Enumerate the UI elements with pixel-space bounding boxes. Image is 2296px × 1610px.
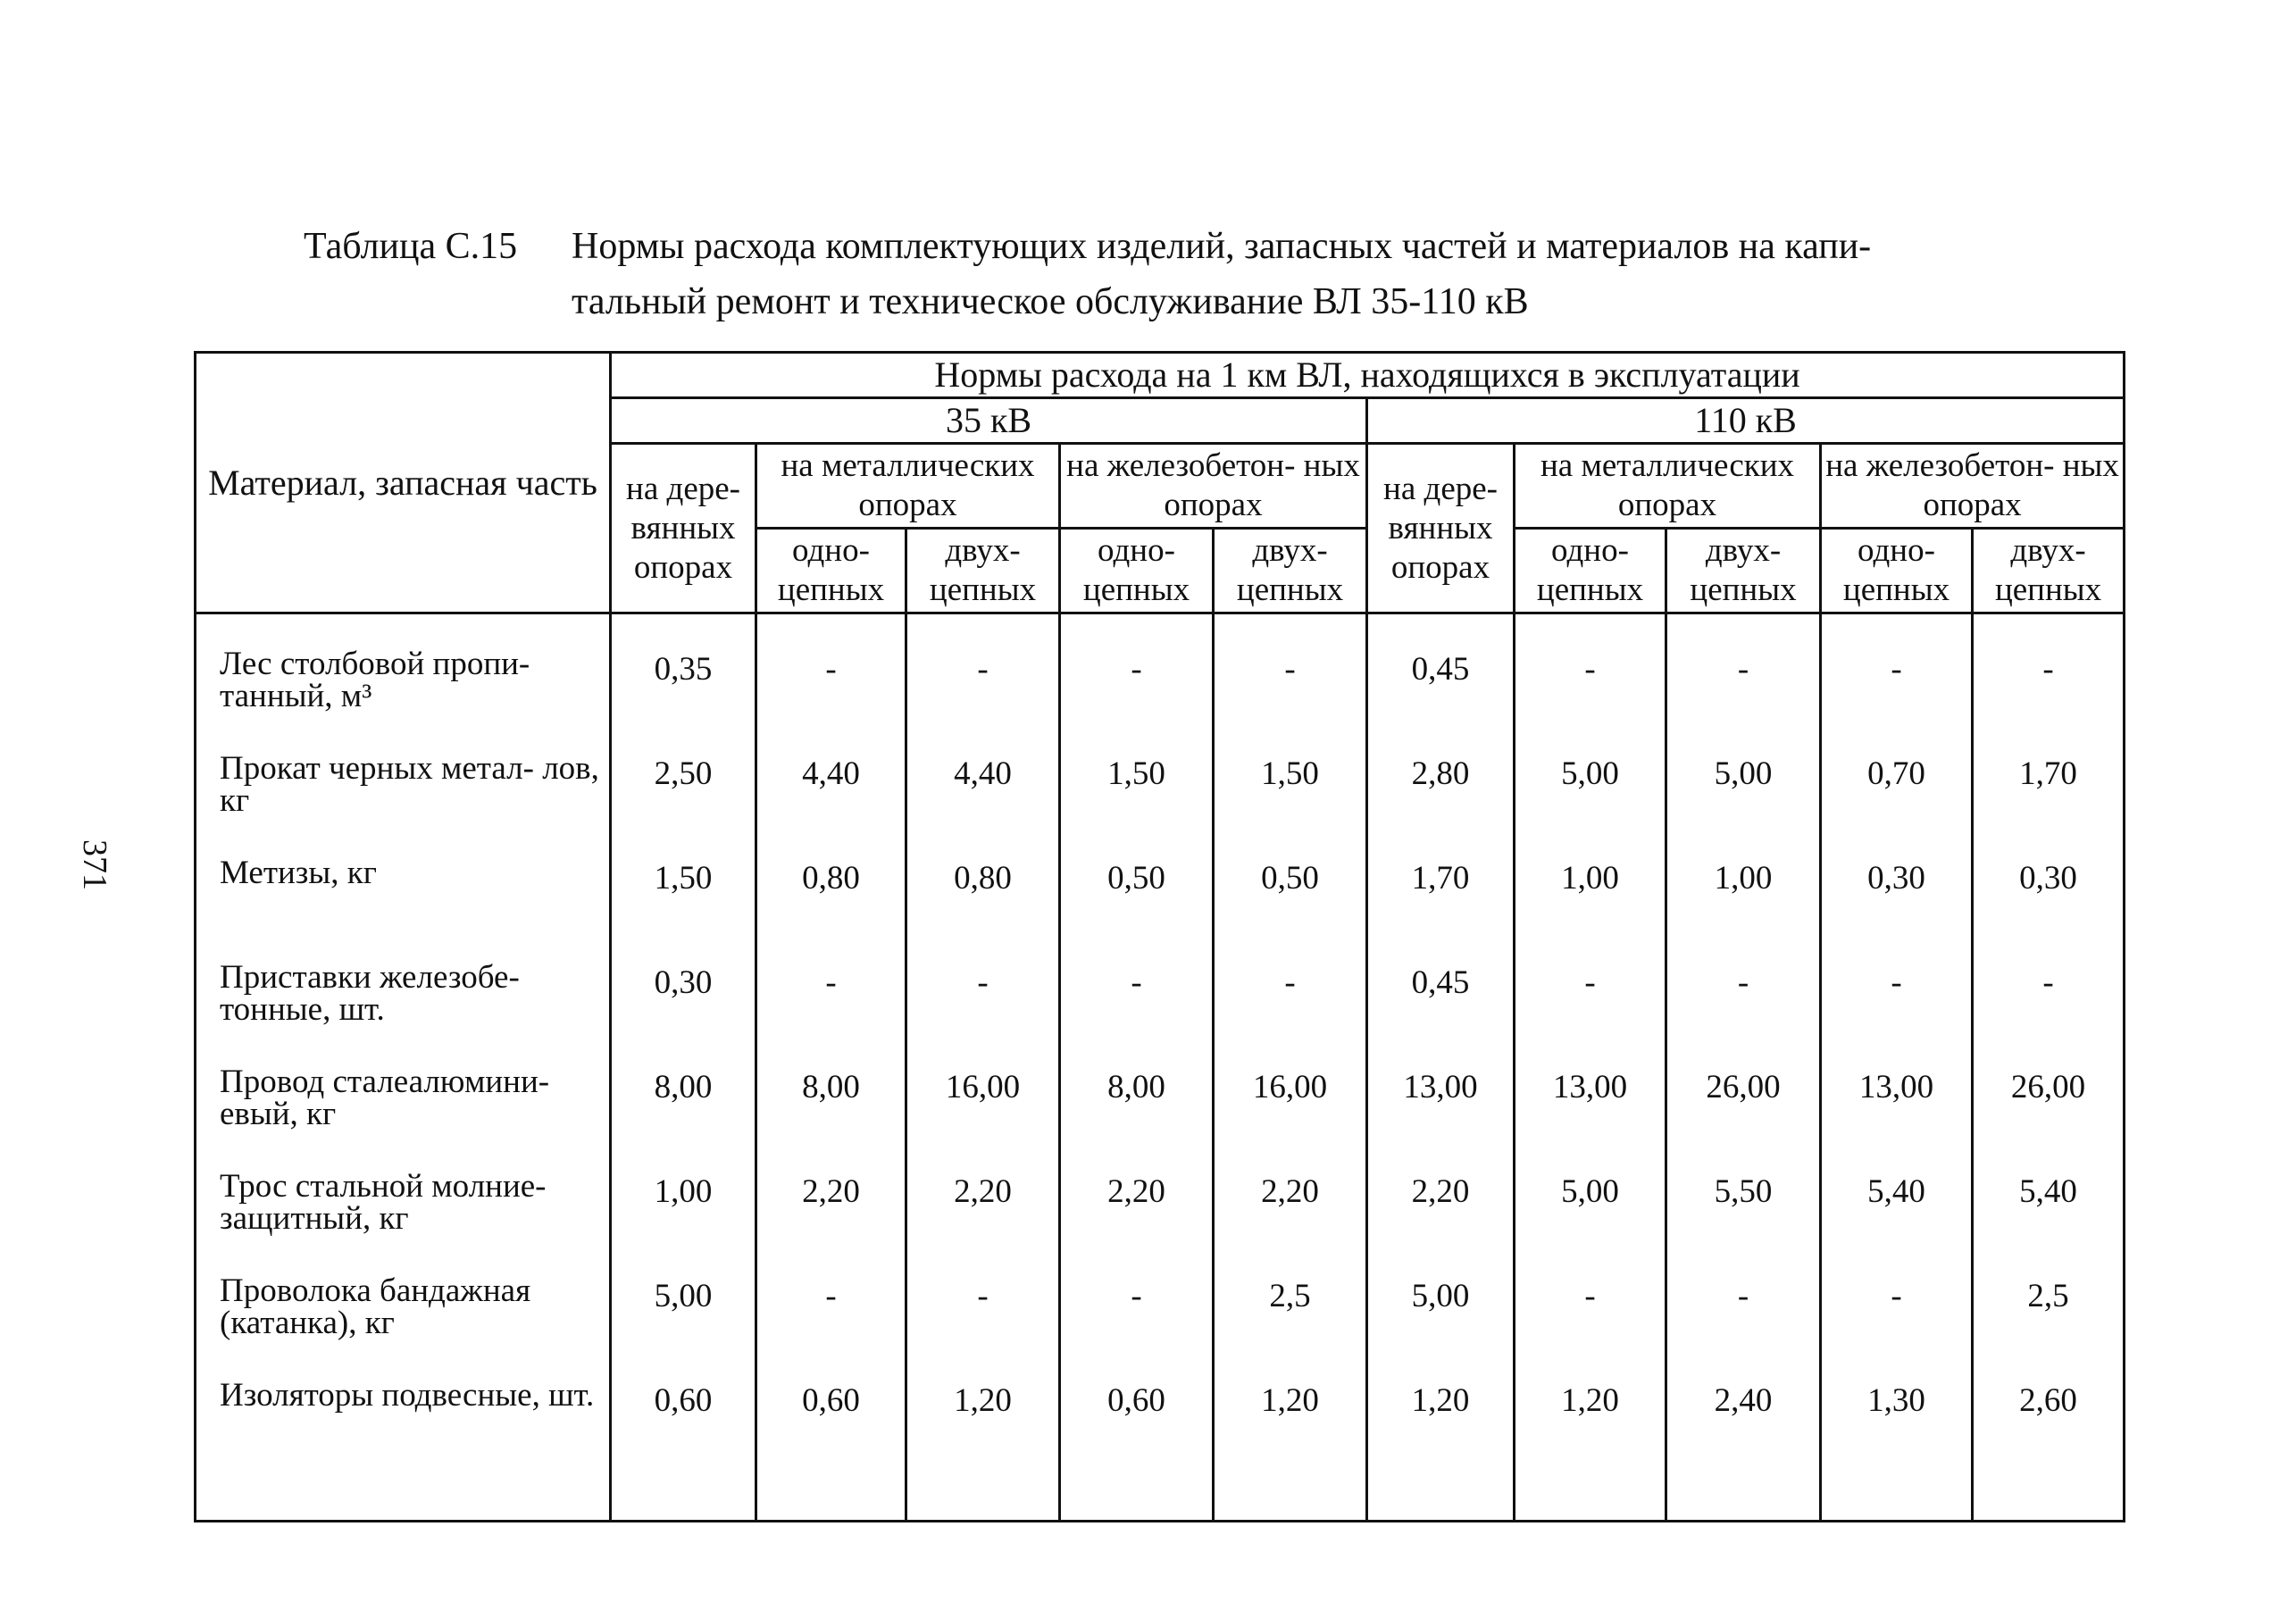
value-cell: 0,60: [756, 1380, 906, 1484]
table-row: [196, 1275, 2125, 1380]
caption-line-1: Нормы расхода комплектующих изделий, запасных частей и материалов на капи-: [572, 226, 1872, 267]
spacer-row: [196, 613, 2125, 649]
value-cell: 5,00: [1515, 1171, 1666, 1275]
value-cell: 2,5: [1973, 1275, 2125, 1380]
table-row: [196, 1066, 2125, 1171]
value-cell: 26,00: [1666, 1066, 1821, 1171]
value-cell: 5,40: [1973, 1171, 2125, 1275]
header-110-concrete-double: двух- цепных: [1973, 529, 2125, 613]
header-norms: Нормы расхода на 1 км ВЛ, находящихся в эксплуатации: [611, 353, 2125, 398]
value-cell: 0,45: [1367, 962, 1515, 1066]
table-row: [196, 857, 2125, 962]
header-110kv: 110 кВ: [1367, 398, 2125, 444]
value-cell: 0,30: [1973, 857, 2125, 962]
table-body: [196, 613, 2125, 1522]
value-cell: -: [1060, 962, 1214, 1066]
value-cell: 16,00: [906, 1066, 1060, 1171]
material-cell: Изоляторы подвесные, шт.: [196, 1380, 611, 1484]
value-cell: -: [1821, 1275, 1973, 1380]
value-cell: 5,40: [1821, 1171, 1973, 1275]
value-cell: -: [1666, 962, 1821, 1066]
header-material: Материал, запасная часть: [196, 353, 611, 613]
value-cell: 2,60: [1973, 1380, 2125, 1484]
value-cell: 2,40: [1666, 1380, 1821, 1484]
value-cell: 1,00: [1515, 857, 1666, 962]
value-cell: -: [906, 1275, 1060, 1380]
caption-line-2: тальный ремонт и техническое обслуживание ВЛ 35-110 кВ: [572, 281, 1529, 322]
value-cell: 1,70: [1973, 753, 2125, 857]
table-row: [196, 648, 2125, 753]
value-cell: -: [1060, 1275, 1214, 1380]
value-cell: 4,40: [906, 753, 1060, 857]
page-number: 371: [76, 839, 113, 890]
value-cell: 4,40: [756, 753, 906, 857]
value-cell: -: [1214, 962, 1367, 1066]
value-cell: 1,70: [1367, 857, 1515, 962]
value-cell: 0,50: [1214, 857, 1367, 962]
value-cell: -: [1515, 1275, 1666, 1380]
value-cell: 0,35: [611, 648, 756, 753]
material-cell: Прокат черных метал- лов, кг: [196, 753, 611, 857]
value-cell: 5,00: [1666, 753, 1821, 857]
value-cell: 2,50: [611, 753, 756, 857]
value-cell: 1,20: [1214, 1380, 1367, 1484]
norms-table: [194, 351, 2125, 1522]
material-cell: Провод сталеалюмини- евый, кг: [196, 1066, 611, 1171]
material-cell: Приставки железобе- тонные, шт.: [196, 962, 611, 1066]
header-110-concrete: на железобетон- ных опорах: [1821, 444, 2125, 529]
header-35-metal: на металлических опорах: [756, 444, 1060, 529]
value-cell: 0,50: [1060, 857, 1214, 962]
value-cell: -: [906, 648, 1060, 753]
value-cell: 1,50: [1214, 753, 1367, 857]
table-row: [196, 1171, 2125, 1275]
value-cell: -: [756, 1275, 906, 1380]
material-cell: Лес столбовой пропи- танный, м³: [196, 648, 611, 753]
value-cell: -: [1821, 962, 1973, 1066]
header-35kv: 35 кВ: [611, 398, 1367, 444]
header-35-wooden: на дере- вянных опорах: [611, 444, 756, 613]
header-110-metal-single: одно- цепных: [1515, 529, 1666, 613]
value-cell: 2,20: [1060, 1171, 1214, 1275]
value-cell: 1,00: [1666, 857, 1821, 962]
value-cell: 1,20: [1515, 1380, 1666, 1484]
value-cell: 2,20: [756, 1171, 906, 1275]
header-110-metal-double: двух- цепных: [1666, 529, 1821, 613]
value-cell: 0,70: [1821, 753, 1973, 857]
value-cell: -: [756, 962, 906, 1066]
material-cell: Проволока бандажная (катанка), кг: [196, 1275, 611, 1380]
value-cell: 8,00: [611, 1066, 756, 1171]
value-cell: -: [1821, 648, 1973, 753]
value-cell: -: [1666, 1275, 1821, 1380]
header-110-wooden: на дере- вянных опорах: [1367, 444, 1515, 613]
value-cell: 2,5: [1214, 1275, 1367, 1380]
header-35-concrete: на железобетон- ных опорах: [1060, 444, 1367, 529]
header-110-metal: на металлических опорах: [1515, 444, 1821, 529]
value-cell: 8,00: [756, 1066, 906, 1171]
value-cell: -: [1060, 648, 1214, 753]
value-cell: -: [1515, 648, 1666, 753]
header-35-concrete-single: одно- цепных: [1060, 529, 1214, 613]
value-cell: 0,30: [1821, 857, 1973, 962]
value-cell: -: [1973, 648, 2125, 753]
table-bottom-row: [196, 1484, 2125, 1522]
value-cell: 1,20: [906, 1380, 1060, 1484]
value-cell: 0,60: [611, 1380, 756, 1484]
value-cell: -: [1666, 648, 1821, 753]
value-cell: 5,50: [1666, 1171, 1821, 1275]
material-cell: Метизы, кг: [196, 857, 611, 962]
value-cell: -: [1515, 962, 1666, 1066]
value-cell: 5,00: [1367, 1275, 1515, 1380]
table-row: [196, 753, 2125, 857]
value-cell: 2,20: [906, 1171, 1060, 1275]
value-cell: 2,20: [1367, 1171, 1515, 1275]
value-cell: 13,00: [1367, 1066, 1515, 1171]
value-cell: 1,20: [1367, 1380, 1515, 1484]
value-cell: 0,80: [906, 857, 1060, 962]
value-cell: 13,00: [1515, 1066, 1666, 1171]
value-cell: 1,00: [611, 1171, 756, 1275]
value-cell: 26,00: [1973, 1066, 2125, 1171]
value-cell: -: [756, 648, 906, 753]
value-cell: -: [1214, 648, 1367, 753]
header-110-concrete-single: одно- цепных: [1821, 529, 1973, 613]
value-cell: 1,50: [1060, 753, 1214, 857]
value-cell: 1,50: [611, 857, 756, 962]
table-caption: [304, 219, 2054, 330]
value-cell: 2,80: [1367, 753, 1515, 857]
value-cell: 5,00: [1515, 753, 1666, 857]
value-cell: 1,30: [1821, 1380, 1973, 1484]
value-cell: 13,00: [1821, 1066, 1973, 1171]
value-cell: 0,60: [1060, 1380, 1214, 1484]
value-cell: 16,00: [1214, 1066, 1367, 1171]
table-row: [196, 962, 2125, 1066]
value-cell: 5,00: [611, 1275, 756, 1380]
value-cell: 0,80: [756, 857, 906, 962]
value-cell: 0,45: [1367, 648, 1515, 753]
header-35-metal-single: одно- цепных: [756, 529, 906, 613]
value-cell: -: [1973, 962, 2125, 1066]
value-cell: 8,00: [1060, 1066, 1214, 1171]
header-35-concrete-double: двух- цепных: [1214, 529, 1367, 613]
value-cell: -: [906, 962, 1060, 1066]
value-cell: 2,20: [1214, 1171, 1367, 1275]
material-cell: Трос стальной молние- защитный, кг: [196, 1171, 611, 1275]
caption-label: Таблица С.15: [304, 226, 518, 267]
value-cell: 0,30: [611, 962, 756, 1066]
header-35-metal-double: двух- цепных: [906, 529, 1060, 613]
table-row: [196, 1380, 2125, 1484]
